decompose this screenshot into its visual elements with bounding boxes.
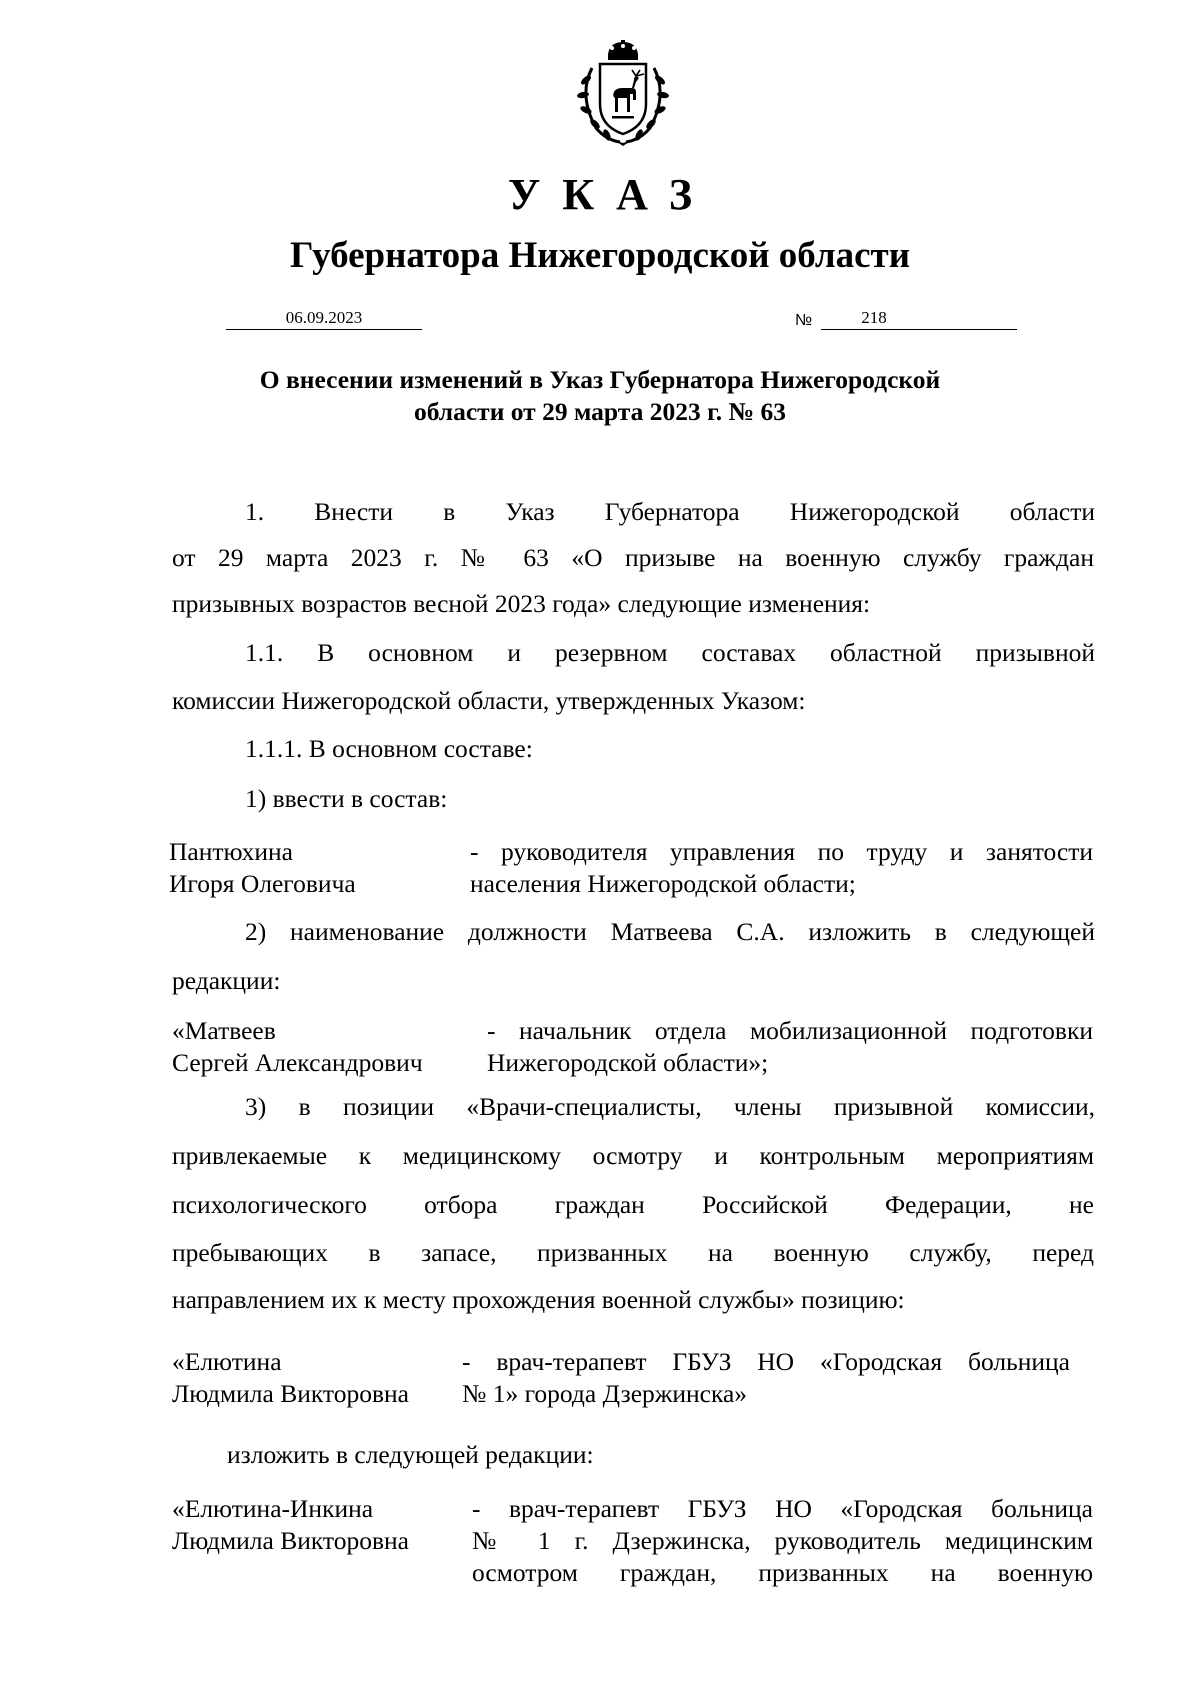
entry-3-position: - врач-терапевт ГБУЗ НО «Городская больница № 1» города Дзержинска» (462, 1347, 1070, 1408)
decree-number: 218 (821, 307, 1017, 330)
item-2-line-2: редакции: (172, 966, 281, 995)
item-3-line-4: пребывающих в запасе, призванных на военную службу, перед (172, 1238, 1094, 1267)
number-label: № (795, 312, 813, 329)
entry-4-name: «Елютина-Инкина Людмила Викторовна (172, 1494, 409, 1555)
paragraph-1-1-1: 1.1.1. В основном составе: (245, 734, 533, 763)
paragraph-1-line-2: от 29 марта 2023 г. № 63 «О призыве на военную службу граждан (172, 543, 1094, 572)
entry-1-position: - руководителя управления по труду и занятости населения Нижегородской области; (470, 837, 1093, 898)
entry-3-name: «Елютина Людмила Викторовна (172, 1347, 409, 1408)
item-3-line-3: психологического отбора граждан Российской Федерации, не (172, 1190, 1094, 1219)
entry-2-name: «Матвеев Сергей Александрович (172, 1016, 423, 1077)
paragraph-1-1-line-1: 1.1. В основном и резервном составах областной призывной (245, 638, 1095, 667)
paragraph-1-1-line-2: комиссии Нижегородской области, утвержденных Указом: (172, 686, 806, 715)
item-1: 1) ввести в состав: (245, 784, 448, 813)
coat-of-arms-icon (570, 40, 676, 148)
item-3-line-2: привлекаемые к медицинскому осмотру и контрольным мероприятиям (172, 1141, 1094, 1170)
document-kind-title: УКАЗ (507, 170, 715, 219)
entry-1-name: Пантюхина Игоря Олеговича (169, 837, 356, 898)
decree-date: 06.09.2023 (226, 307, 422, 330)
paragraph-1-line-3: призывных возрастов весной 2023 года» следующие изменения: (172, 589, 871, 618)
decree-subject: О внесении изменений в Указ Губернатора Нижегородской области от 29 марта 2023 г. № 63 (259, 365, 941, 426)
item-3-line-1: 3) в позиции «Врачи-специалисты, члены призывной комиссии, (245, 1092, 1095, 1121)
issuer-title: Губернатора Нижегородской области (289, 235, 911, 276)
paragraph-1-line-1: 1. Внести в Указ Губернатора Нижегородской области (245, 497, 1095, 526)
entry-2-position: - начальник отдела мобилизационной подготовки Нижегородской области»; (487, 1016, 1093, 1077)
entry-4-position: - врач-терапевт ГБУЗ НО «Городская больница № 1 г. Дзержинска, руководитель медицинским осмотром граждан, призванных на военную (472, 1494, 1093, 1587)
item-3-line-5: направлением их к месту прохождения военной службы» позицию: (172, 1285, 905, 1314)
restate-line: изложить в следующей редакции: (227, 1440, 594, 1469)
item-2-line-1: 2) наименование должности Матвеева С.А. изложить в следующей (245, 917, 1095, 946)
